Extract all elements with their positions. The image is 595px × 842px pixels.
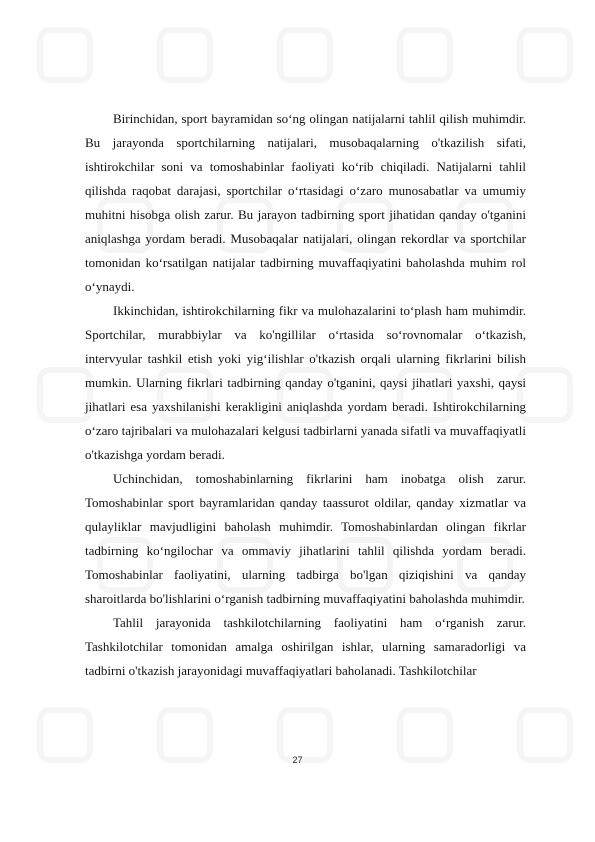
paragraph-4: Tahlil jarayonida tashkilotchilarning faoliyatini ham o‘rganish zarur. Tashkilotchilar tomonidan amalga oshirilgan ishlar, ularning samaradorligi va tadbirni o'tkazish jarayonidagi muvaffaqiyatlari baholanadi. Tashkilotchilar — [85, 615, 526, 678]
page-number: 27 — [292, 755, 303, 765]
paragraph-3: Uchinchidan, tomoshabinlarning fikrlarini ham inobatga olish zarur. Tomoshabinlar sport bayramlaridan qanday taassurot oldilar, qanday xizmatlar va qulayliklar mavjudligini baholash muhimdir. Tomoshabinlardan olingan fikrlar tadbirning ko‘ngilochar va ommaviy jihatlarini tahlil qilishda yordam beradi. Tomoshabinlar faoliyatini, ularning tadbirga bo'lgan qiziqishini va qanday sharoitlarda bo'lishlarini o‘rganish tadbirning muvaffaqiyatini baholashda muhimdir. — [85, 471, 526, 606]
paragraph-1: Birinchidan, sport bayramidan so‘ng olingan natijalarni tahlil qilish muhimdir. Bu jarayonda sportchilarning natijalari, musobaqalarning o'tkazilish sifati, ishtirokchilar soni va tomoshabinlar faoliyati ko‘rib chiqiladi. Natijalarni tahlil qilishda raqobat darajasi, sportchilar o‘rtasidagi o‘zaro munosabatlar va umumiy muhitni hisobga olish zarur. Bu jarayon tadbirning sport jihatidan qanday o'tganini aniqlashga yordam beradi. Musobaqalar natijalari, olingan rekordlar va sportchilar tomonidan ko‘rsatilgan natijalar tadbirning muvaffaqiyatini baholashda muhim rol o‘ynaydi. — [85, 111, 526, 294]
paragraph-2: Ikkinchidan, ishtirokchilarning fikr va mulohazalarini to‘plash ham muhimdir. Sportchilar, murabbiylar va ko'ngillilar o‘rtasida so‘rovnomalar o‘tkazish, intervyular tashkil etish yoki yig‘ilishlar o'tkazish orqali ularning fikrlarini bilish mumkin. Ularning fikrlari tadbirning qanday o'tganini, qaysi jihatlari yaxshi, qaysi jihatlari esa yaxshilanishi kerakligini aniqlashda yordam beradi. Ishtirokchilarning o‘zaro tajribalari va mulohazalari kelgusi tadbirlarni yanada sifatli va muvaffaqiyatli o'tkazishga yordam beradi. — [85, 303, 526, 462]
body-text — [85, 107, 526, 683]
